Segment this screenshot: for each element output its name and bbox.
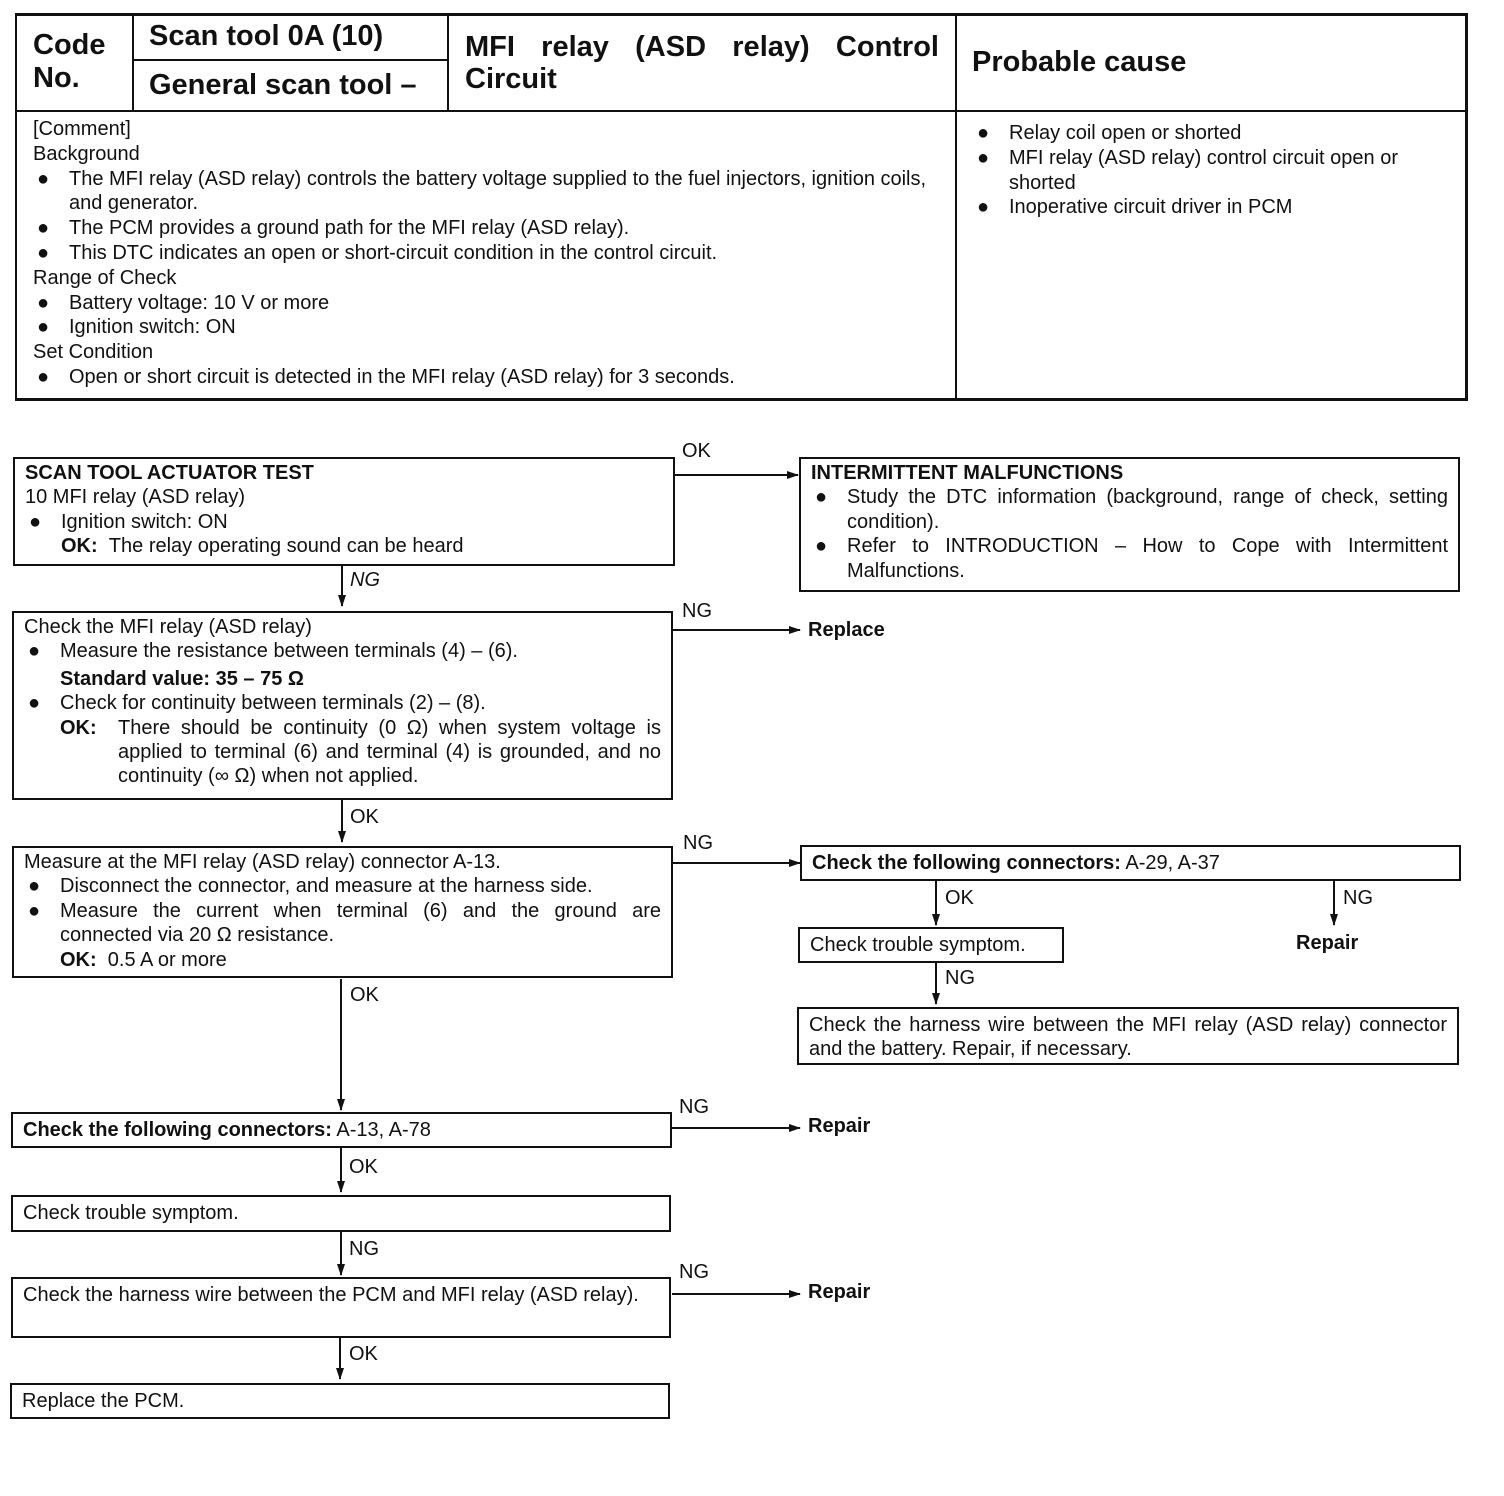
step-title: Measure at the MFI relay (ASD relay) connector A-13.	[24, 851, 501, 873]
intermittent-item: ● Refer to INTRODUCTION – How to Cope with Intermittent Malfunctions.	[815, 535, 1448, 582]
step-check-mfi-relay	[12, 611, 673, 800]
range-heading: Range of Check	[33, 266, 177, 289]
ng-label: NG	[945, 967, 975, 989]
ok-label: OK	[350, 806, 379, 828]
set-condition-heading: Set Condition	[33, 341, 154, 364]
ok-label: OK	[350, 984, 379, 1006]
scan-tool-heading: Scan tool 0A (10)	[149, 20, 384, 52]
step-scan-tool-actuator-test	[13, 457, 675, 566]
ng-label: NG	[1343, 887, 1373, 909]
step-ok-criteria: OK: The relay operating sound can be heard	[61, 535, 464, 558]
background-item: ● This DTC indicates an open or short-circuit condition in the control circuit.	[37, 241, 718, 264]
step-ok-criteria: OK: 0.5 A or more	[60, 948, 227, 971]
step-line: 10 MFI relay (ASD relay)	[25, 486, 246, 509]
ng-label: NG	[349, 1238, 379, 1260]
intermittent-malfunctions-box	[799, 457, 1460, 592]
probable-cause-item: ● Relay coil open or shorted	[977, 122, 1242, 144]
background-heading: Background	[33, 142, 140, 165]
ng-label: NG	[350, 569, 380, 591]
step-bullet: ● Check for continuity between terminals (2) – (8).	[28, 692, 486, 715]
step-connectors-a13-a78: Check the following connectors: A-13, A-78	[11, 1112, 672, 1148]
ok-label: OK	[349, 1343, 378, 1365]
step-bullet: ● Disconnect the connector, and measure at the harness side.	[28, 875, 593, 898]
general-scan-tool-heading: General scan tool –	[149, 69, 417, 101]
ok-label: OK	[682, 440, 711, 462]
step-bullet: ● Measure the resistance between terminals (4) – (6).	[28, 640, 518, 663]
dtc-title: MFI relay (ASD relay) Control Circuit	[465, 31, 939, 95]
ng-label: NG	[682, 600, 712, 622]
step-trouble-symptom-right: Check trouble symptom.	[798, 927, 1064, 963]
code-no-heading: Code No.	[33, 29, 106, 94]
step-ok-criteria: OK: There should be continuity (0 Ω) when system voltage is applied to terminal (6) and terminal (4) is grounded, and no continuity (∞ Ω) when not applied.	[60, 716, 661, 788]
probable-cause-item: ● MFI relay (ASD relay) control circuit open or shorted	[977, 146, 1399, 194]
intermittent-item: ● Study the DTC information (background, range of check, setting condition).	[815, 486, 1448, 533]
step-trouble-symptom-left: Check trouble symptom.	[11, 1195, 671, 1232]
step-measure-connector-a13	[12, 846, 673, 978]
step-harness-battery: Check the harness wire between the MFI relay (ASD relay) connector and the battery. Repair, if necessary.	[797, 1007, 1459, 1065]
step-title: SCAN TOOL ACTUATOR TEST	[25, 462, 314, 484]
intermittent-title: INTERMITTENT MALFUNCTIONS	[811, 462, 1124, 484]
background-item: ● The PCM provides a ground path for the MFI relay (ASD relay).	[37, 217, 630, 240]
comment-label: [Comment]	[33, 118, 131, 140]
range-item: ● Ignition switch: ON	[37, 316, 236, 339]
ok-label: OK	[945, 887, 974, 909]
range-item: ● Battery voltage: 10 V or more	[37, 291, 330, 314]
step-title: Check the MFI relay (ASD relay)	[24, 616, 312, 638]
probable-cause-heading: Probable cause	[972, 46, 1187, 78]
step-harness-pcm: Check the harness wire between the PCM and MFI relay (ASD relay).	[11, 1277, 671, 1338]
outcome-replace: Replace	[808, 619, 885, 641]
step-bullet: ● Ignition switch: ON	[29, 510, 228, 533]
outcome-repair-pcm: Repair	[808, 1281, 871, 1303]
ng-label: NG	[679, 1096, 709, 1118]
standard-value: Standard value: 35 – 75 Ω	[60, 667, 304, 690]
background-item: ● The MFI relay (ASD relay) controls the battery voltage supplied to the fuel injectors, ignition coils, and generator.	[37, 167, 927, 215]
step-connectors-a29-a37: Check the following connectors: A-29, A-37	[800, 845, 1461, 881]
probable-cause-item: ● Inoperative circuit driver in PCM	[977, 196, 1293, 219]
ng-label: NG	[683, 832, 713, 854]
step-replace-pcm: Replace the PCM.	[10, 1383, 670, 1419]
step-bullet: ● Measure the current when terminal (6) and the ground are connected via 20 Ω resistance.	[28, 899, 661, 947]
outcome-repair-a13: Repair	[808, 1115, 871, 1137]
ok-label: OK	[349, 1156, 378, 1178]
outcome-repair-right: Repair	[1296, 932, 1359, 954]
ng-label: NG	[679, 1261, 709, 1283]
set-condition-item: ● Open or short circuit is detected in the MFI relay (ASD relay) for 3 seconds.	[37, 365, 735, 388]
